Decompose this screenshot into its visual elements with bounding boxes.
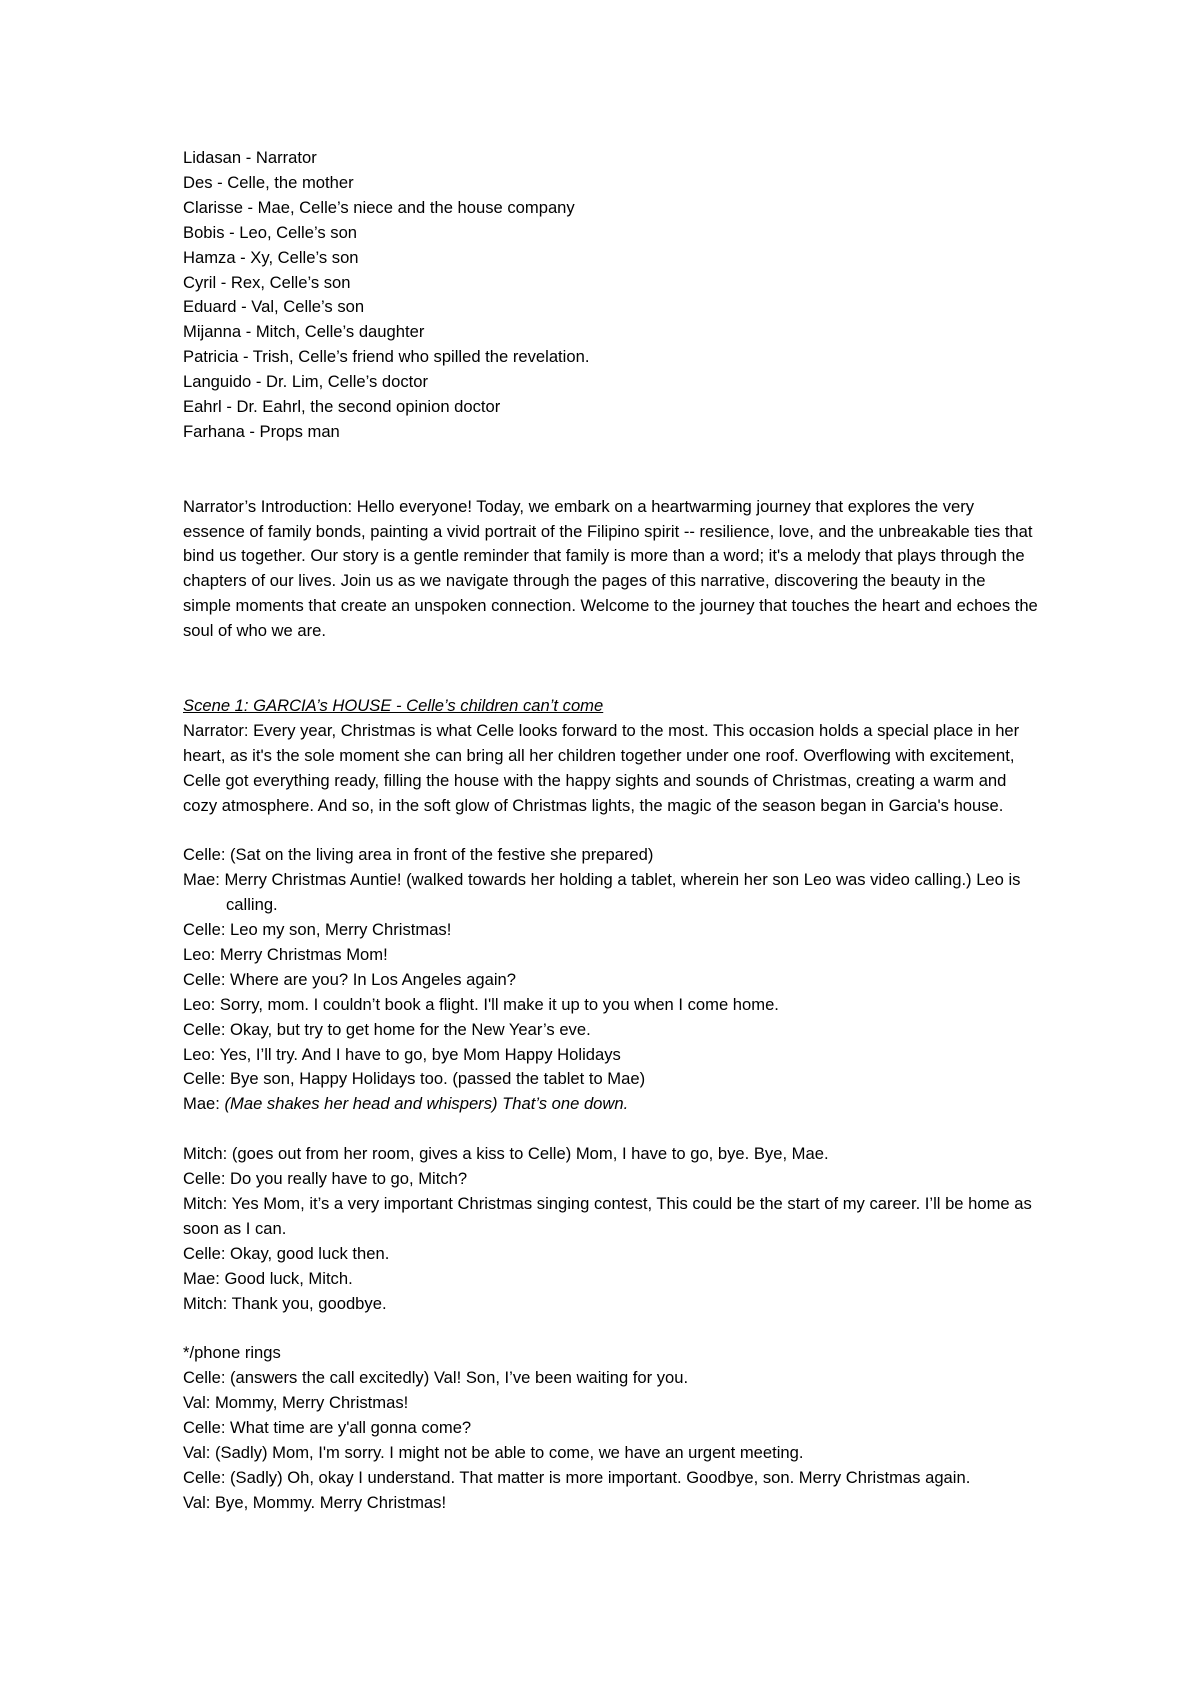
cast-line: Farhana - Props man xyxy=(183,421,340,441)
dialogue-line: Celle: Bye son, Happy Holidays too. (passed the tablet to Mae) xyxy=(183,1069,646,1089)
dialogue-line: Celle: What time are y'all gonna come? xyxy=(183,1418,472,1438)
dialogue-line: Leo: Sorry, mom. I couldn’t book a flight. I'll make it up to you when I come home. xyxy=(183,994,779,1014)
cast-line: Eduard - Val, Celle’s son xyxy=(183,297,365,317)
dialogue-line: Celle: Leo my son, Merry Christmas! xyxy=(183,920,452,940)
dialogue-line: Val: (Sadly) Mom, I'm sorry. I might not be able to come, we have an urgent meeting. xyxy=(183,1443,804,1463)
dialogue-line: Mitch: (goes out from her room, gives a kiss to Celle) Mom, I have to go, bye. Bye, Mae. xyxy=(183,1144,829,1164)
dialogue-line xyxy=(183,1092,1038,1117)
speaker-label: Mae: xyxy=(183,1094,225,1114)
dialogue-line: Celle: Okay, but try to get home for the New Year’s eve. xyxy=(183,1019,591,1039)
dialogue-line: Celle: (Sat on the living area in front of the festive she prepared) xyxy=(183,845,654,865)
cast-line: Languido - Dr. Lim, Celle’s doctor xyxy=(183,372,429,392)
narrator-introduction: Narrator’s Introduction: Hello everyone! Today, we embark on a heartwarming journey that explores the very essence of family bonds, painting a vivid portrait of the Filipino spirit -- resilience, love, and the unbreakable ties that bind us together. Our story is a gentle reminder that family is more than a word; it's a melody that plays through the chapters of our lives. Join us as we navigate through the pages of this narrative, discovering the beauty in the simple moments that create an unspoken connection. Welcome to the journey that touches the heart and echoes the soul of who we are. xyxy=(183,496,1038,641)
spacer xyxy=(183,1317,1038,1342)
dialogue-line: Val: Bye, Mommy. Merry Christmas! xyxy=(183,1492,447,1512)
dialogue-line: Leo: Merry Christmas Mom! xyxy=(183,944,388,964)
cast-line: Eahrl - Dr. Eahrl, the second opinion doctor xyxy=(183,397,501,417)
dialogue-block xyxy=(183,1142,1038,1316)
cast-line: Des - Celle, the mother xyxy=(183,172,354,192)
cast-line: Lidasan - Narrator xyxy=(183,148,317,167)
dialogue-line: Celle: (answers the call excitedly) Val! Son, I’ve been waiting for you. xyxy=(183,1368,689,1388)
dialogue-line: Val: Mommy, Merry Christmas! xyxy=(183,1393,409,1413)
cast-line: Hamza - Xy, Celle’s son xyxy=(183,247,359,267)
dialogue-line: Celle: (Sadly) Oh, okay I understand. That matter is more important. Goodbye, son. Merry Christmas again. xyxy=(183,1467,971,1487)
dialogue-line: Mae: Good luck, Mitch. xyxy=(183,1268,353,1288)
cast-list xyxy=(183,146,1038,445)
cast-line: Cyril - Rex, Celle’s son xyxy=(183,272,351,292)
cast-line: Mijanna - Mitch, Celle’s daughter xyxy=(183,322,425,342)
dialogue-block xyxy=(183,843,1038,1117)
dialogue-line: Celle: Okay, good luck then. xyxy=(183,1243,390,1263)
scene-narration: Narrator: Every year, Christmas is what Celle looks forward to the most. This occasion holds a special place in her heart, as it's the sole moment she can bring all her children together under one roof. Overflowing with excitement, Celle got everything ready, filling the house with the happy sights and sounds of Christmas, creating a warm and cozy atmosphere. And so, in the soft glow of Christmas lights, the magic of the season began in Garcia's house. xyxy=(183,720,1020,815)
scene-heading: Scene 1: GARCIA’s HOUSE - Celle’s children can’t come xyxy=(183,695,604,715)
dialogue-line: Mitch: Thank you, goodbye. xyxy=(183,1293,387,1313)
cast-line: Clarisse - Mae, Celle’s niece and the house company xyxy=(183,197,575,217)
spacer xyxy=(183,1117,1038,1142)
spacer xyxy=(183,644,1038,694)
stage-direction-italic: (Mae shakes her head and whispers) That’s one down. xyxy=(224,1094,629,1114)
cast-line: Patricia - Trish, Celle’s friend who spilled the revelation. xyxy=(183,347,590,367)
stage-cue: */phone rings xyxy=(183,1343,281,1363)
script-body xyxy=(183,146,1038,1516)
dialogue-line: Mae: Merry Christmas Auntie! (walked towards her holding a tablet, wherein her son Leo was video calling.) Leo is calling. xyxy=(183,870,1021,915)
dialogue-line: Mitch: Yes Mom, it’s a very important Christmas singing contest, This could be the start of my career. I’ll be home as soon as I can. xyxy=(183,1194,1032,1238)
dialogue-line: Celle: Where are you? In Los Angeles again? xyxy=(183,969,517,989)
spacer xyxy=(183,818,1038,843)
dialogue-line: Leo: Yes, I’ll try. And I have to go, bye Mom Happy Holidays xyxy=(183,1044,621,1064)
cast-line: Bobis - Leo, Celle’s son xyxy=(183,222,358,242)
dialogue-block xyxy=(183,1341,1038,1515)
dialogue-line: Celle: Do you really have to go, Mitch? xyxy=(183,1169,468,1189)
spacer xyxy=(183,445,1038,495)
